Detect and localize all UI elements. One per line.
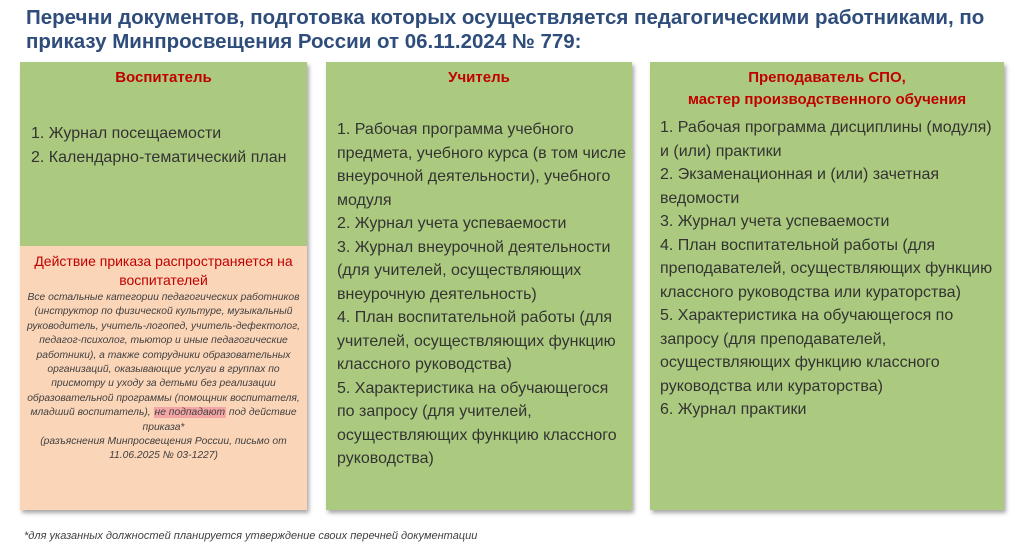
document-list: [31, 122, 301, 169]
notice-text-end: под действие приказа*: [142, 407, 297, 433]
footnote: *для указанных должностей планируется утверждение своих перечней документации: [24, 530, 478, 542]
column-heading: Учитель: [448, 69, 510, 86]
list-item: 3. Журнал учета успеваемости: [660, 213, 890, 230]
column-spo-teacher: [650, 62, 1004, 510]
list-item: 1. Рабочая программа учебного предмета, учебного курса (в том числе внеурочной деятельности), учебного модуля: [337, 121, 627, 209]
list-item: 5. Характеристика на обучающегося по запросу (для учителей, осуществляющих функцию классного руководства): [337, 379, 617, 467]
list-item: 1. Рабочая программа дисциплины (модуля) и (или) практики: [660, 119, 992, 160]
highlighted-text: не подпадают: [154, 407, 226, 419]
notice-source: (разъяснения Минпросвещения России, письмо от 11.06.2025 № 03-1227): [40, 436, 287, 462]
list-item: 2. Экзаменационная и (или) зачетная ведомости: [660, 166, 940, 207]
column-heading: [650, 67, 1004, 111]
list-item: 1. Журнал посещаемости: [31, 125, 222, 142]
column-heading-line1: Преподаватель СПО,: [748, 69, 906, 86]
list-item: 2. Журнал учета успеваемости: [337, 215, 567, 232]
list-item: 4. План воспитательной работы (для преподавателей, осуществляющих функцию классного руководства или кураторства): [660, 236, 993, 301]
column-teacher: [326, 62, 632, 510]
list-item: 4. План воспитательной работы (для учителей, осуществляющих функцию классного руководства): [337, 309, 616, 373]
document-list: [660, 116, 1000, 422]
page-title: Перечни документов, подготовка которых осуществляется педагогическими работниками, по приказу Минпросвещения России от 06.11.2024 № 779:: [26, 6, 985, 53]
notice-text: Все остальные категории педагогических работников (инструктор по физической культуре, музыкальный руководитель, учитель-логопед, учитель-дефектолог, педагог-психолог, тьютор и иные педагогические работники), а также сотрудники образовательных организаций, оказывающие услуги в группах по присмотру и уходу за детьми без реализации образовательной программы (помощник воспитателя, младший воспитатель),: [26, 292, 301, 419]
list-item: 2. Календарно-тематический план: [31, 148, 287, 166]
list-item: 5. Характеристика на обучающегося по запросу (для преподавателей, осуществляющих функцию классного руководства или кураторства): [660, 307, 954, 395]
column-educator: [20, 62, 307, 510]
notice-heading: Действие приказа распространяется на воспитателей: [34, 253, 293, 288]
notice-box: [20, 246, 307, 510]
column-heading-line2: мастер производственного обучения: [687, 91, 967, 108]
list-item: 3. Журнал внеурочной деятельности (для учителей, осуществляющих внеурочную деятельность): [337, 238, 611, 303]
notice-body: [26, 291, 301, 464]
column-heading: Воспитатель: [115, 69, 212, 86]
document-list: [337, 118, 627, 471]
list-item: 6. Журнал практики: [660, 401, 807, 418]
